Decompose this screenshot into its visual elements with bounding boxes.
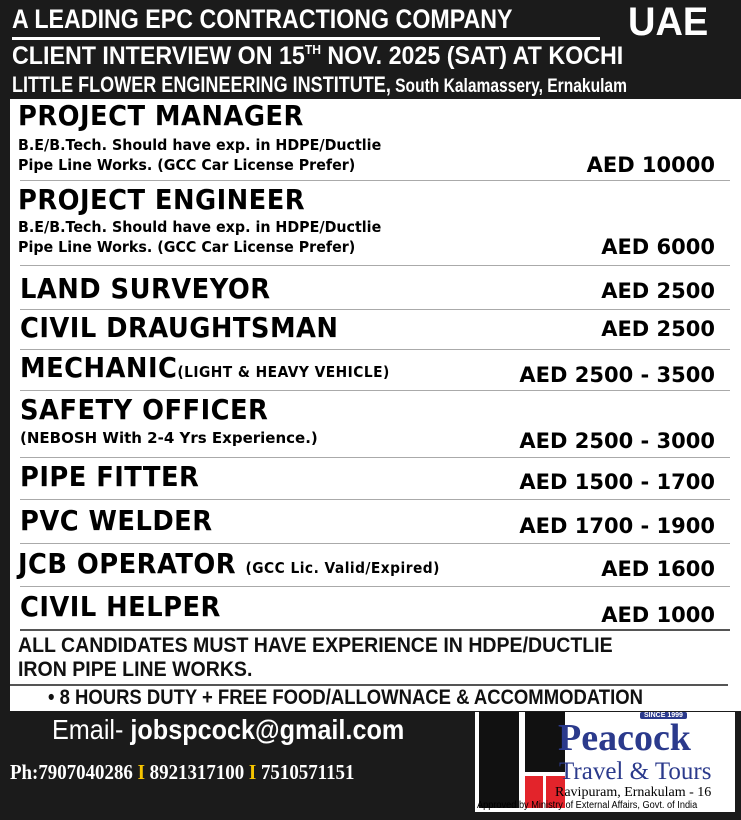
email-label: Email- <box>52 714 131 745</box>
job-desc-line: Pipe Line Works. (GCC Car License Prefer) <box>18 238 356 256</box>
job-title: PVC WELDER <box>20 504 213 537</box>
interview-text: CLIENT INTERVIEW ON 15 <box>12 42 305 70</box>
email-contact <box>52 714 404 746</box>
agency-name: Peacock <box>558 717 691 759</box>
job-desc-line: B.E/B.Tech. Should have exp. in HDPE/Ductlie <box>18 136 382 154</box>
job-salary: AED 10000 <box>586 153 715 177</box>
job-desc-line: Pipe Line Works. (GCC Car License Prefer) <box>18 156 356 174</box>
country-heading: UAE <box>628 0 709 44</box>
requirement-line: IRON PIPE LINE WORKS. <box>18 658 253 681</box>
divider <box>20 457 730 458</box>
job-salary: AED 2500 <box>601 317 715 341</box>
separator: I <box>137 760 145 784</box>
divider <box>20 629 730 631</box>
job-title: CIVIL HELPER <box>20 590 221 623</box>
venue-heading <box>12 72 627 98</box>
job-title: PROJECT MANAGER <box>18 99 304 132</box>
job-title: LAND SURVEYOR <box>20 272 271 305</box>
divider <box>20 390 730 391</box>
divider <box>20 180 730 181</box>
job-note: (GCC Lic. Valid/Expired) <box>245 559 440 577</box>
agency-address: Ravipuram, Ernakulam - 16 <box>555 785 712 800</box>
job-title <box>20 351 390 384</box>
company-heading: A LEADING EPC CONTRACTIONG COMPANY <box>12 4 513 34</box>
email-link[interactable]: jobspcock@gmail.com <box>130 714 405 745</box>
divider <box>20 586 730 587</box>
job-title: CIVIL DRAUGHTSMAN <box>20 311 339 344</box>
job-salary: AED 1700 - 1900 <box>519 514 715 538</box>
job-desc <box>18 217 381 257</box>
job-salary: AED 1600 <box>601 557 715 581</box>
interview-text-rest: NOV. 2025 (SAT) AT KOCHI <box>320 42 624 70</box>
job-title: PIPE FITTER <box>20 460 200 493</box>
agency-approval: Approved by Ministry of External Affairs, Govt. of India <box>477 800 698 811</box>
separator: I <box>248 760 257 784</box>
requirement-note <box>18 634 613 682</box>
job-title-text: MECHANIC <box>20 351 178 384</box>
job-title: SAFETY OFFICER <box>20 393 269 426</box>
phone-number[interactable]: 7510571151 <box>260 760 355 784</box>
job-title: PROJECT ENGINEER <box>18 183 306 216</box>
logo-block-icon <box>479 712 519 808</box>
job-title <box>18 547 440 580</box>
divider <box>20 309 730 310</box>
interview-heading <box>12 42 623 71</box>
requirement-line: ALL CANDIDATES MUST HAVE EXPERIENCE IN HDPE/DUCTLIE <box>18 634 613 657</box>
agency-logo <box>475 712 735 812</box>
divider <box>12 37 600 40</box>
divider <box>20 543 730 544</box>
jobs-panel <box>10 99 741 711</box>
job-title-text: JCB OPERATOR <box>18 547 237 580</box>
divider <box>20 265 730 266</box>
job-salary: AED 2500 - 3500 <box>519 363 715 387</box>
since-badge: SINCE 1999 <box>640 712 687 719</box>
venue-place: South Kalamassery, Ernakulam <box>390 76 627 97</box>
divider <box>20 499 730 500</box>
divider <box>20 349 730 350</box>
job-note: (LIGHT & HEAVY VEHICLE) <box>177 363 390 381</box>
job-salary: AED 2500 <box>601 279 715 303</box>
phone-number[interactable]: 7907040286 <box>38 760 133 784</box>
job-note: (NEBOSH With 2-4 Yrs Experience.) <box>20 429 318 447</box>
job-salary: AED 6000 <box>601 235 715 259</box>
job-desc-line: B.E/B.Tech. Should have exp. in HDPE/Ductlie <box>18 218 382 236</box>
venue-name: LITTLE FLOWER ENGINEERING INSTITUTE, <box>12 72 391 97</box>
benefits-text: • 8 HOURS DUTY + FREE FOOD/ALLOWNACE & ACCOMMODATION <box>48 686 643 709</box>
job-salary: AED 1500 - 1700 <box>519 470 715 494</box>
job-salary: AED 2500 - 3000 <box>519 429 715 453</box>
phone-label: Ph: <box>10 760 39 784</box>
job-desc <box>18 135 381 175</box>
agency-tagline: Travel & Tours <box>559 758 712 785</box>
interview-sup: TH <box>304 42 321 57</box>
phone-number[interactable]: 8921317100 <box>149 760 245 784</box>
job-salary: AED 1000 <box>601 603 715 627</box>
phone-contact <box>10 760 354 785</box>
